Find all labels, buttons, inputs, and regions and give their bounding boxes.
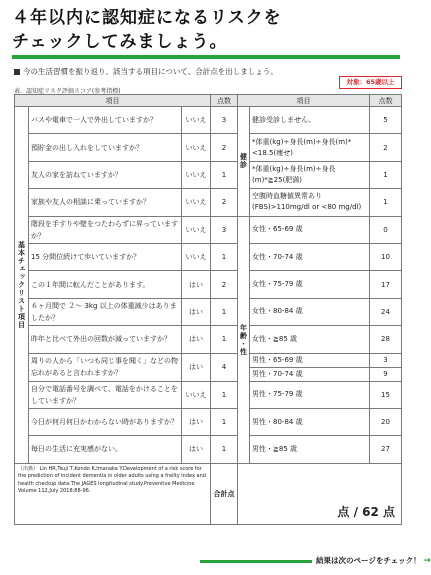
age-condition: 男性・80-84 歳 (250, 408, 370, 435)
question-text: 周りの人から「いつも同じ事を聞く」などの物忘れがあると言われますか？ (29, 353, 182, 381)
age-condition: 女性・75-79 歳 (250, 271, 370, 298)
answer-cell: はい (182, 408, 211, 435)
question-text: 毎日の生活に充実感がない。 (29, 436, 182, 463)
question-text: 自分で電話番号を調べて、電話をかけることをしていますか？ (29, 381, 182, 408)
male-65-69-score: 3 (370, 354, 401, 368)
score-cell: 1 (211, 243, 238, 270)
page-title (12, 6, 402, 54)
next-page-note: 結果は次のページをチェック！ → (316, 556, 431, 566)
answer-cell: はい (182, 353, 211, 381)
health-condition: *体重(kg)÷身長(m)÷身長(m)*≧25(肥満) (250, 161, 370, 188)
header-item-2: 項目 (238, 95, 370, 107)
question-text: 昨年と比べて外出の回数が減っていますか？ (29, 326, 182, 353)
table-row (15, 107, 402, 134)
question-text: 家族や友人の相談に乗っていますか？ (29, 189, 182, 216)
score-cell: 3 (211, 107, 238, 134)
answer-cell: いいえ (182, 243, 211, 270)
answer-cell: いいえ (182, 161, 211, 188)
question-text: バスや電車で一人で外出していますか？ (29, 107, 182, 134)
answer-cell: いいえ (182, 107, 211, 134)
age-condition: 男性・≧85 歳 (250, 436, 370, 463)
age-condition: 女性・65-69 歳 (250, 216, 370, 243)
age-score: 20 (370, 408, 402, 435)
table-row (15, 408, 402, 435)
header-item: 項目 (15, 95, 211, 107)
question-text: この１年間に転んだことがあります。 (29, 271, 182, 298)
total-points: 点 / 62 点 (238, 463, 402, 524)
risk-score-table (14, 94, 402, 525)
age-condition: 女性・≧85 歳 (250, 326, 370, 353)
arrow-right-icon: → (423, 556, 431, 566)
table-row (15, 381, 402, 408)
health-condition: 空腹時血糖値異常あり (FBS)>110mg/dl or <80 mg/dl) (250, 189, 370, 216)
next-page-bar (200, 560, 312, 563)
table-caption: 表．認知症リスク評価スコア(参考指標) (14, 88, 121, 95)
footnote: （出典） Lin HR,Tsuji T,Kondo K,Imanaka Y.Development of a risk score for the prediction of incident dementia in older adults using a frailty index and health checkup data:The JAGES longitudinal study.Preventive Medicine Volume 112,July 2018:88-96. (15, 463, 211, 524)
age-score: 17 (370, 271, 402, 298)
question-text: 預貯金の出し入れをしていますか？ (29, 134, 182, 161)
score-cell: 1 (211, 326, 238, 353)
table-row (15, 243, 402, 270)
age-condition: 女性・70-74 歳 (250, 243, 370, 270)
answer-cell: はい (182, 298, 211, 325)
age-score-male (370, 353, 402, 381)
checklist-side-label: 基本チェックリスト項目 (15, 107, 29, 464)
table-row (15, 298, 402, 325)
table-row (15, 189, 402, 216)
age-condition-male (250, 353, 370, 381)
title-underline (12, 55, 400, 59)
score-cell: 3 (211, 216, 238, 243)
table-header-row (15, 95, 402, 107)
age-condition: 女性・80-84 歳 (250, 298, 370, 325)
health-side-label: 健診 (238, 107, 250, 217)
intro-text: 今の生活習慣を振り返り、該当する項目について、合計点を出しましょう。 (14, 66, 278, 77)
table-row (15, 326, 402, 353)
table-row (15, 161, 402, 188)
age-sex-side-label: 年齢・性 (238, 216, 250, 463)
target-badge: 対象：65歳以上 (339, 76, 402, 89)
answer-cell: いいえ (182, 134, 211, 161)
score-cell: 1 (211, 436, 238, 463)
male-65-69: 男性・65-69 歳 (250, 354, 369, 368)
score-cell: 4 (211, 353, 238, 381)
title-line-2: チェックしてみましょう。 (12, 32, 228, 52)
total-row (15, 463, 402, 524)
title-line-1: ４年以内に認知症になるリスクを (12, 8, 282, 28)
score-cell: 1 (211, 298, 238, 325)
answer-cell: はい (182, 326, 211, 353)
answer-cell: いいえ (182, 189, 211, 216)
score-cell: 2 (211, 134, 238, 161)
answer-cell: いいえ (182, 381, 211, 408)
question-text: 階段を手すりや壁をつたわらずに昇っていますか？ (29, 216, 182, 243)
table-row (15, 271, 402, 298)
score-cell: 1 (211, 381, 238, 408)
health-score: 2 (370, 134, 402, 161)
health-condition: *体重(kg)÷身長(m)÷身長(m)* <18.5(痩せ) (250, 134, 370, 161)
bullet-square-icon (14, 69, 20, 75)
health-score: 1 (370, 161, 402, 188)
health-score: 1 (370, 189, 402, 216)
header-score: 点数 (211, 95, 238, 107)
header-score-2: 点数 (370, 95, 402, 107)
table-row (15, 216, 402, 243)
score-cell: 1 (211, 408, 238, 435)
age-score: 27 (370, 436, 402, 463)
score-cell: 2 (211, 271, 238, 298)
question-text: ６ヶ月間で ２〜 3kg 以上の体重減少はありましたか？ (29, 298, 182, 325)
table-row (15, 134, 402, 161)
score-cell: 1 (211, 161, 238, 188)
score-cell: 2 (211, 189, 238, 216)
health-condition: 健診受診しません。 (250, 107, 370, 134)
table-row (15, 353, 402, 381)
age-condition: 男性・75-79 歳 (250, 381, 370, 408)
answer-cell: いいえ (182, 216, 211, 243)
question-text: 友人の家を訪ねていますか？ (29, 161, 182, 188)
age-score: 0 (370, 216, 402, 243)
question-text: 今日が何月何日かわからない時がありますか？ (29, 408, 182, 435)
male-70-74: 男性・70-74 歳 (252, 369, 303, 378)
table-row (15, 436, 402, 463)
age-score: 24 (370, 298, 402, 325)
health-score: 5 (370, 107, 402, 134)
male-70-74-score: 9 (383, 369, 388, 378)
age-score: 10 (370, 243, 402, 270)
age-score: 28 (370, 326, 402, 353)
answer-cell: はい (182, 271, 211, 298)
total-label: 合計点 (211, 463, 238, 524)
age-score: 15 (370, 381, 402, 408)
answer-cell: はい (182, 436, 211, 463)
question-text: 15 分間位続けて歩いていますか？ (29, 243, 182, 270)
